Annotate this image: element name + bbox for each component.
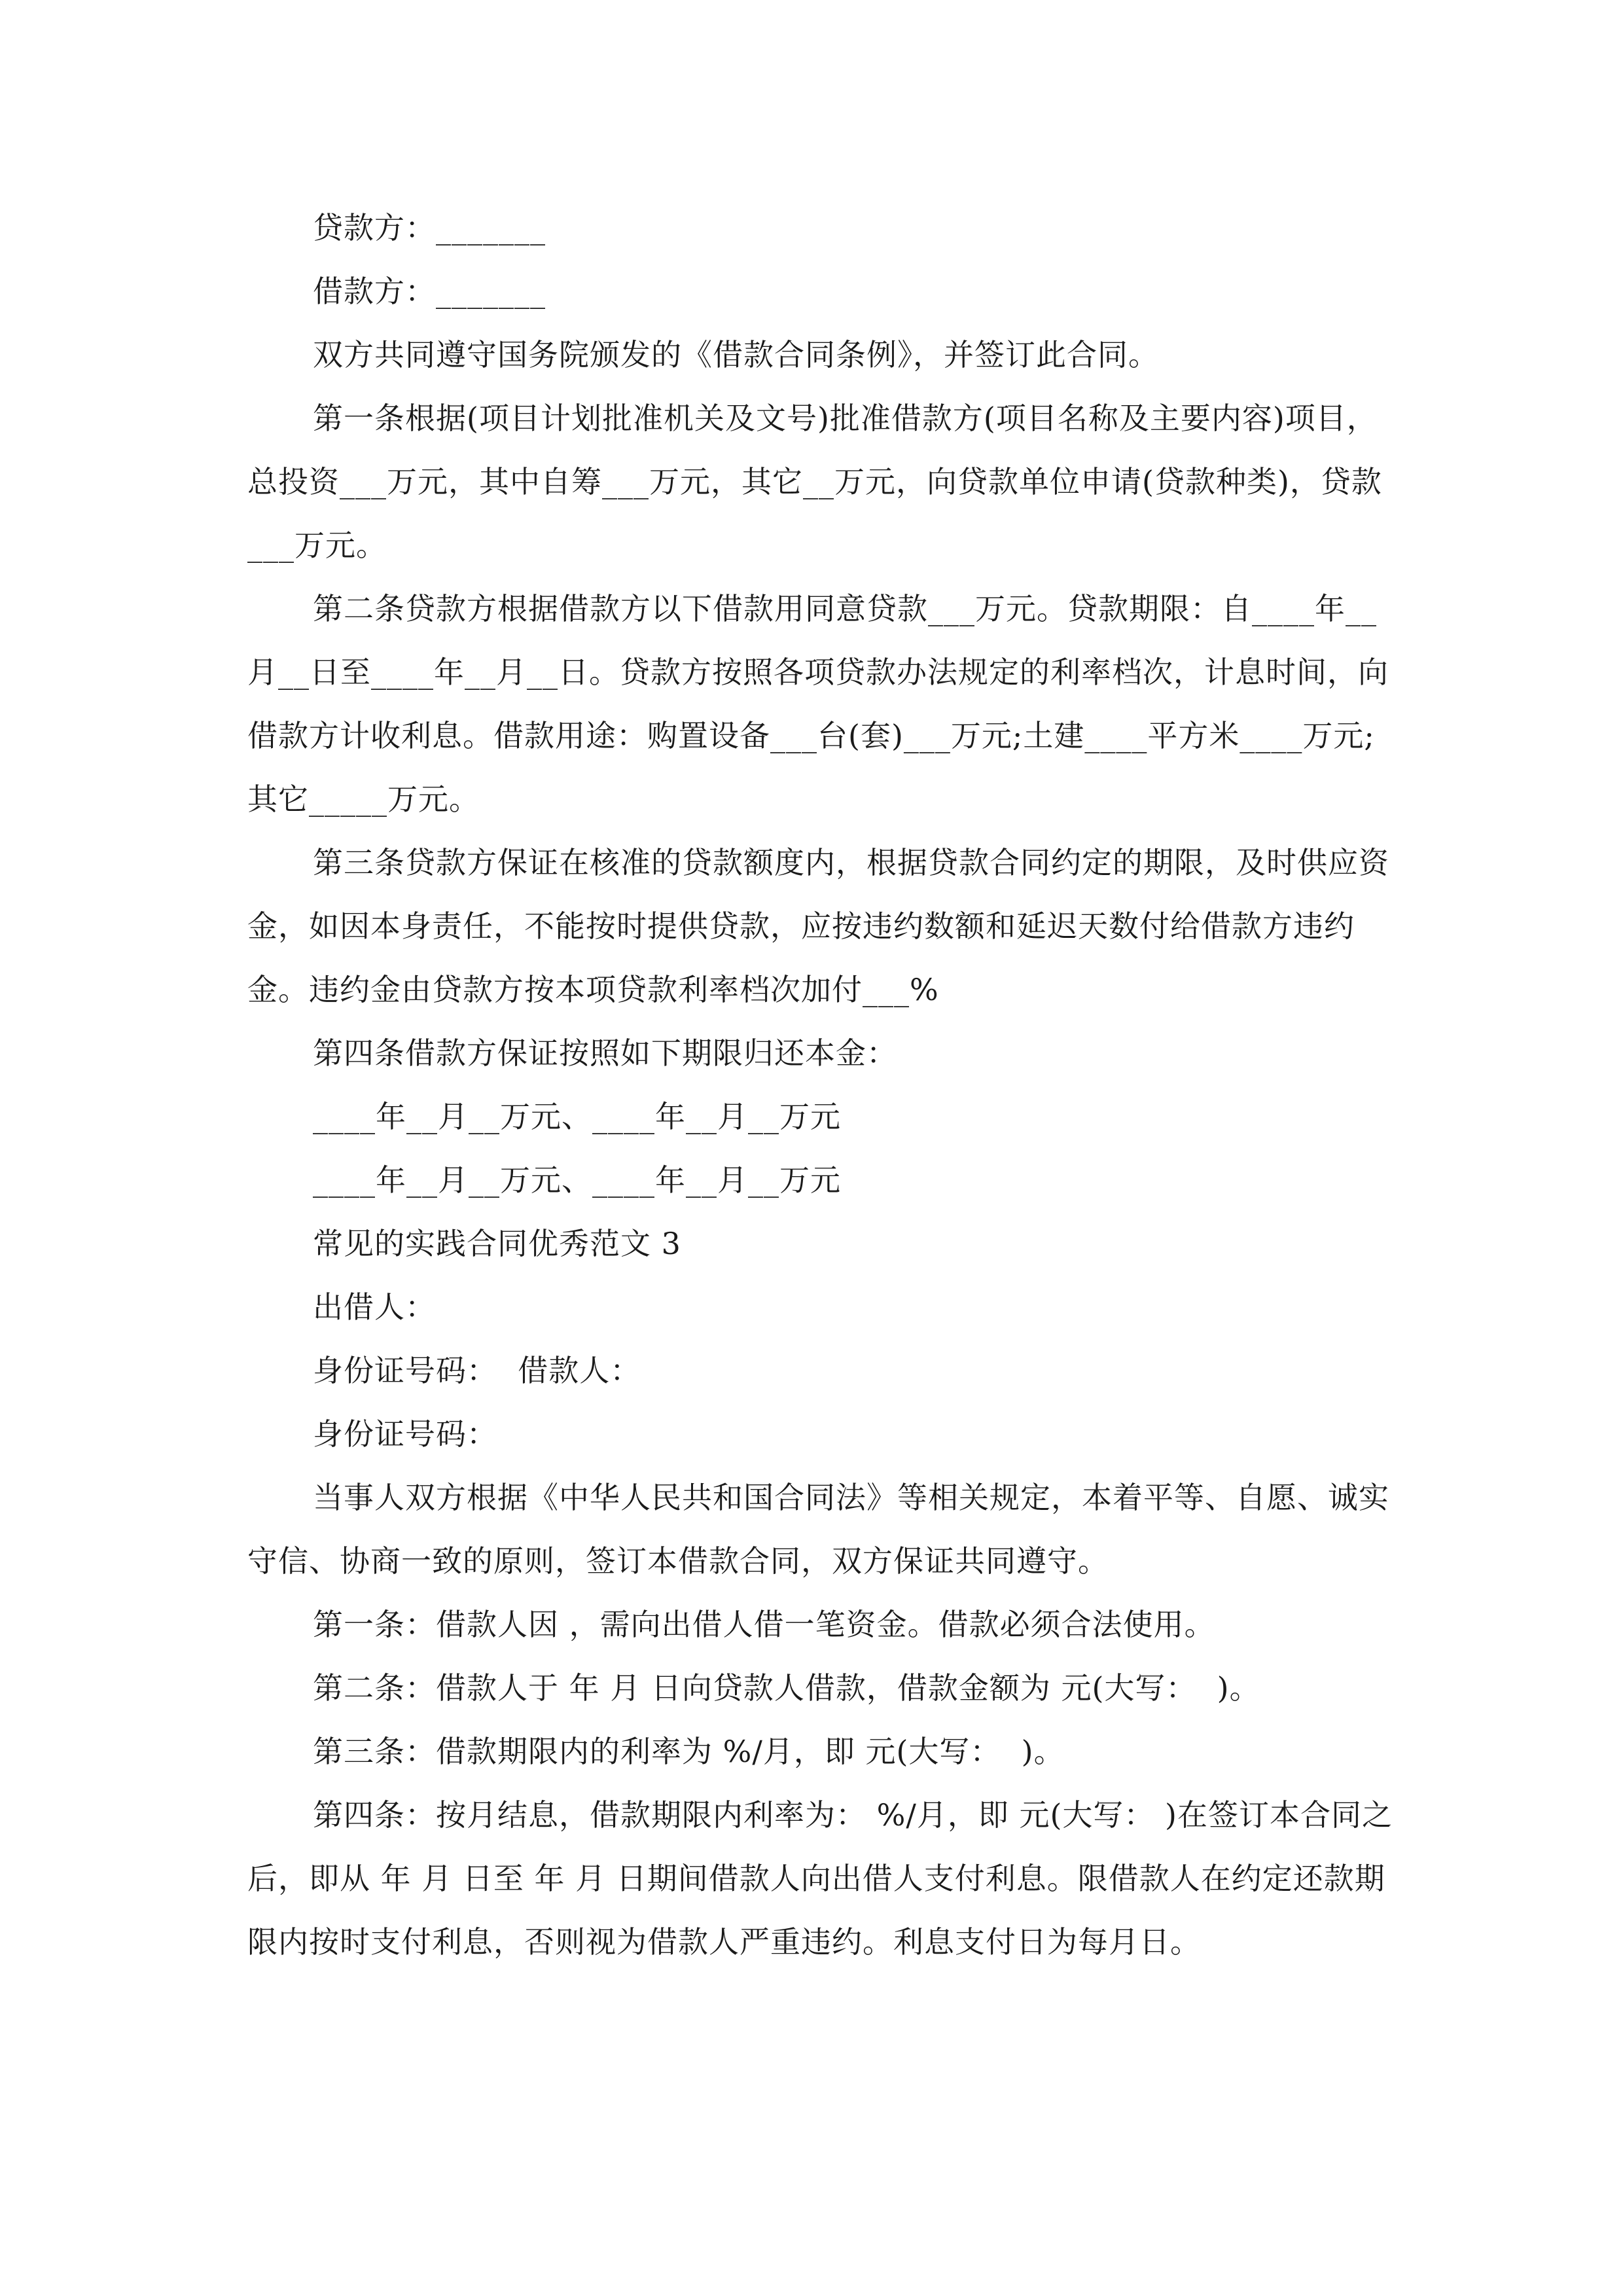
intro-paragraph-2: 当事人双方根据《中华人民共和国合同法》等相关规定，本着平等、自愿、诚实守信、协商一致的原则，签订本借款合同，双方保证共同遵守。 — [247, 1480, 1389, 1579]
document-body — [247, 196, 1393, 1974]
loan-article-2: 第二条：借款人于 年 月 日向贷款人借款，借款金额为 元(大写： )。 — [313, 1670, 1260, 1706]
lender-line: 贷款方：_______ — [313, 210, 546, 245]
repayment-line-1: ____年__月__万元、____年__月__万元 — [313, 1099, 841, 1134]
loan-article-3: 第三条：借款期限内的利率为 %/月，即 元(大写： )。 — [313, 1734, 1065, 1769]
article-4: 第四条借款方保证按照如下期限归还本金： — [313, 1035, 897, 1071]
lender-field: 出借人： — [313, 1289, 436, 1325]
article-3: 第三条贷款方保证在核准的贷款额度内，根据贷款合同约定的期限，及时供应资金，如因本身责任，不能按时提供贷款，应按违约数额和延迟天数付给借款方违约金。违约金由贷款方按本项贷款利率档次加付___% — [247, 845, 1389, 1007]
article-2: 第二条贷款方根据借款方以下借款用同意贷款___万元。贷款期限：自____年__月__日至____年__月__日。贷款方按照各项贷款办法规定的利率档次，计息时间，向借款方计收利息。借款用途：购置设备___台(套)___万元;土建____平方米____万元;其它_____万元。 — [247, 591, 1389, 817]
borrower-line: 借款方：_______ — [313, 274, 546, 309]
loan-article-1: 第一条：借款人因 ，需向出借人借一笔资金。借款必须合法使用。 — [313, 1607, 1215, 1642]
intro-paragraph: 双方共同遵守国务院颁发的《借款合同条例》，并签订此合同。 — [313, 337, 1159, 372]
article-1: 第一条根据(项目计划批准机关及文号)批准借款方(项目名称及主要内容)项目，总投资___万元，其中自筹___万元，其它__万元，向贷款单位申请(贷款种类)，贷款___万元。 — [247, 401, 1382, 563]
section-heading-3: 常见的实践合同优秀范文 3 — [313, 1226, 681, 1261]
id-number-field: 身份证号码： — [313, 1416, 497, 1452]
repayment-line-2: ____年__月__万元、____年__月__万元 — [313, 1162, 841, 1198]
loan-article-4: 第四条：按月结息，借款期限内利率为： %/月，即 元(大写： )在签订本合同之后，即从 年 月 日至 年 月 日期间借款人向出借人支付利息。限借款人在约定还款期限内按时支付利息，否则视为借款人严重违约。利息支付日为每月日。 — [247, 1797, 1393, 1960]
id-number-borrower-field: 身份证号码： 借款人： — [313, 1353, 641, 1388]
